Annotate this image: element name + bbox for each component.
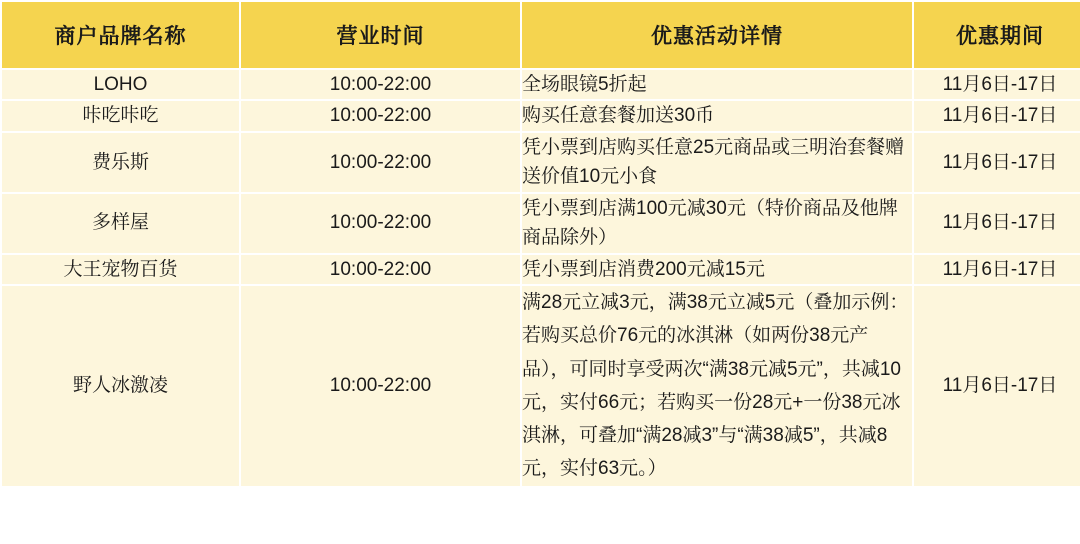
- cell-detail: 凭小票到店满100元减30元（特价商品及他牌商品除外）: [521, 193, 913, 254]
- cell-detail: 全场眼镜5折起: [521, 69, 913, 100]
- cell-hours: 10:00-22:00: [240, 132, 521, 193]
- table-row: [1, 132, 1080, 193]
- table-row: [1, 254, 1080, 285]
- cell-period: 11月6日-17日: [913, 254, 1080, 285]
- cell-hours: 10:00-22:00: [240, 285, 521, 487]
- table-row: [1, 285, 1080, 487]
- cell-hours: 10:00-22:00: [240, 254, 521, 285]
- table-header-row: [1, 1, 1080, 69]
- cell-brand: 费乐斯: [1, 132, 240, 193]
- cell-period: 11月6日-17日: [913, 285, 1080, 487]
- cell-detail: 购买任意套餐加送30币: [521, 100, 913, 131]
- cell-brand: 咔吃咔吃: [1, 100, 240, 131]
- table-row: [1, 193, 1080, 254]
- cell-brand: 多样屋: [1, 193, 240, 254]
- cell-detail: 凭小票到店消费200元减15元: [521, 254, 913, 285]
- cell-period: 11月6日-17日: [913, 69, 1080, 100]
- column-header-hours: 营业时间: [240, 1, 521, 69]
- cell-brand: 大王宠物百货: [1, 254, 240, 285]
- cell-brand: 野人冰激凌: [1, 285, 240, 487]
- cell-period: 11月6日-17日: [913, 100, 1080, 131]
- column-header-detail: 优惠活动详情: [521, 1, 913, 69]
- cell-period: 11月6日-17日: [913, 193, 1080, 254]
- table-row: [1, 69, 1080, 100]
- column-header-period: 优惠期间: [913, 1, 1080, 69]
- cell-period: 11月6日-17日: [913, 132, 1080, 193]
- cell-hours: 10:00-22:00: [240, 100, 521, 131]
- column-header-brand: 商户品牌名称: [1, 1, 240, 69]
- cell-brand: LOHO: [1, 69, 240, 100]
- table-header: [1, 1, 1080, 69]
- table-body: [1, 69, 1080, 487]
- cell-hours: 10:00-22:00: [240, 69, 521, 100]
- cell-detail: 满28元立减3元，满38元立减5元（叠加示例：若购买总价76元的冰淇淋（如两份38元产品），可同时享受两次“满38元减5元”，共减10元，实付66元；若购买一份28元+一份38元冰淇淋，可叠加“满28减3”与“满38减5”，共减8元，实付63元。）: [521, 285, 913, 487]
- cell-detail: 凭小票到店购买任意25元商品或三明治套餐赠送价值10元小食: [521, 132, 913, 193]
- table-row: [1, 100, 1080, 131]
- cell-hours: 10:00-22:00: [240, 193, 521, 254]
